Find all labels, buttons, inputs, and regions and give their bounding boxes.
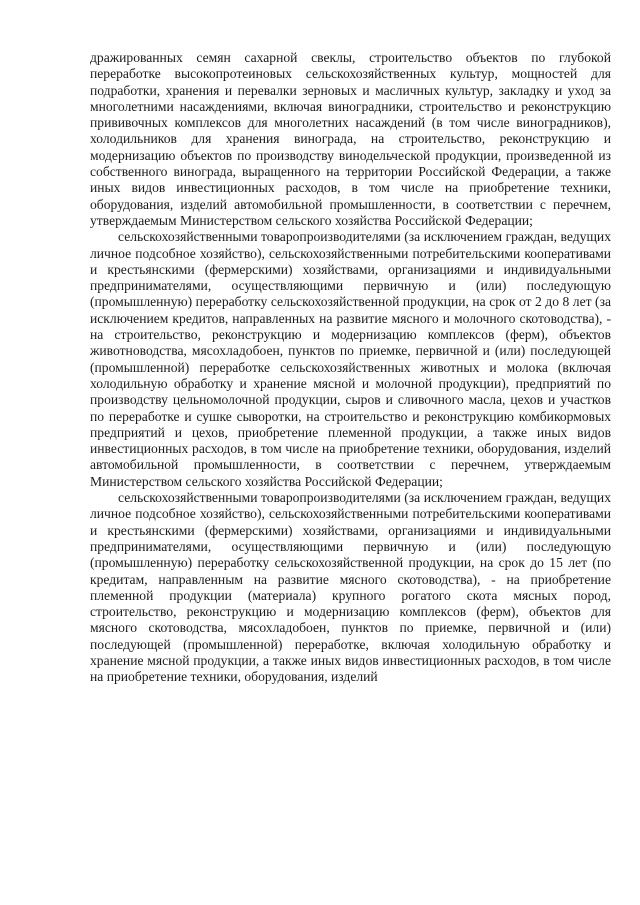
paragraph-1: дражированных семян сахарной свеклы, строительство объектов по глубокой переработке высокопротеиновых сельскохозяйственных культур, мощностей для подработки, хранения и перевалки зерновых и масличных культур, закладку и уход за многолетними насаждениями, включая виноградники, строительство и реконструкцию прививочных комплексов для многолетних насаждений (в том числе виноградников), холодильников для хранения винограда, на строительство, реконструкцию и модернизацию объектов по производству винодельческой продукции, произведенной из собственного винограда, выращенного на территории Российской Федерации, а также иных видов инвестиционных расходов, в том числе на приобретение техники, оборудования, изделий автомобильной промышленности, в соответствии с перечнем, утверждаемым Министерством сельского хозяйства Российской Федерации; <box>90 50 611 228</box>
paragraph-3: сельскохозяйственными товаропроизводителями (за исключением граждан, ведущих личное подсобное хозяйство), сельскохозяйственными потребительскими кооперативами и крестьянскими (фермерскими) хозяйствами, организациями и индивидуальными предпринимателями, осуществляющими первичную и (или) последующую (промышленную) переработку сельскохозяйственной продукции, на срок до 15 лет (по кредитам, направленным на развитие мясного скотоводства), - на приобретение племенной продукции (материала) крупного рогатого скота мясных пород, строительство, реконструкцию и модернизацию комплексов (ферм), объектов для мясного скотоводства, мясохладобоен, пунктов по приемке, первичной и (или) последующей (промышленной) переработке, включая холодильную обработку и хранение мясной продукции, а также иных видов инвестиционных расходов, в том числе на приобретение техники, оборудования, изделий <box>90 490 611 685</box>
document-page <box>90 50 611 686</box>
paragraph-2: сельскохозяйственными товаропроизводителями (за исключением граждан, ведущих личное подсобное хозяйство), сельскохозяйственными потребительскими кооперативами и крестьянскими (фермерскими) хозяйствами, организациями и индивидуальными предпринимателями, осуществляющими первичную и (или) последующую (промышленную) переработку сельскохозяйственной продукции, на срок от 2 до 8 лет (за исключением кредитов, направленных на развитие мясного и молочного скотоводства), - на строительство, реконструкцию и модернизацию комплексов (ферм), объектов животноводства, мясохладобоен, пунктов по приемке, первичной и (или) последующей (промышленной) переработке сельскохозяйственных животных и молока (включая холодильную обработку и хранение мясной и молочной продукции), предприятий по производству цельномолочной продукции, сыров и сливочного масла, цехов и участков по переработке и сушке сыворотки, на строительство и реконструкцию комбикормовых предприятий и цехов, приобретение племенной продукции, а также иных видов инвестиционных расходов, в том числе на приобретение техники, оборудования, изделий автомобильной промышленности, в соответствии с перечнем, утверждаемым Министерством сельского хозяйства Российской Федерации; <box>90 229 611 489</box>
